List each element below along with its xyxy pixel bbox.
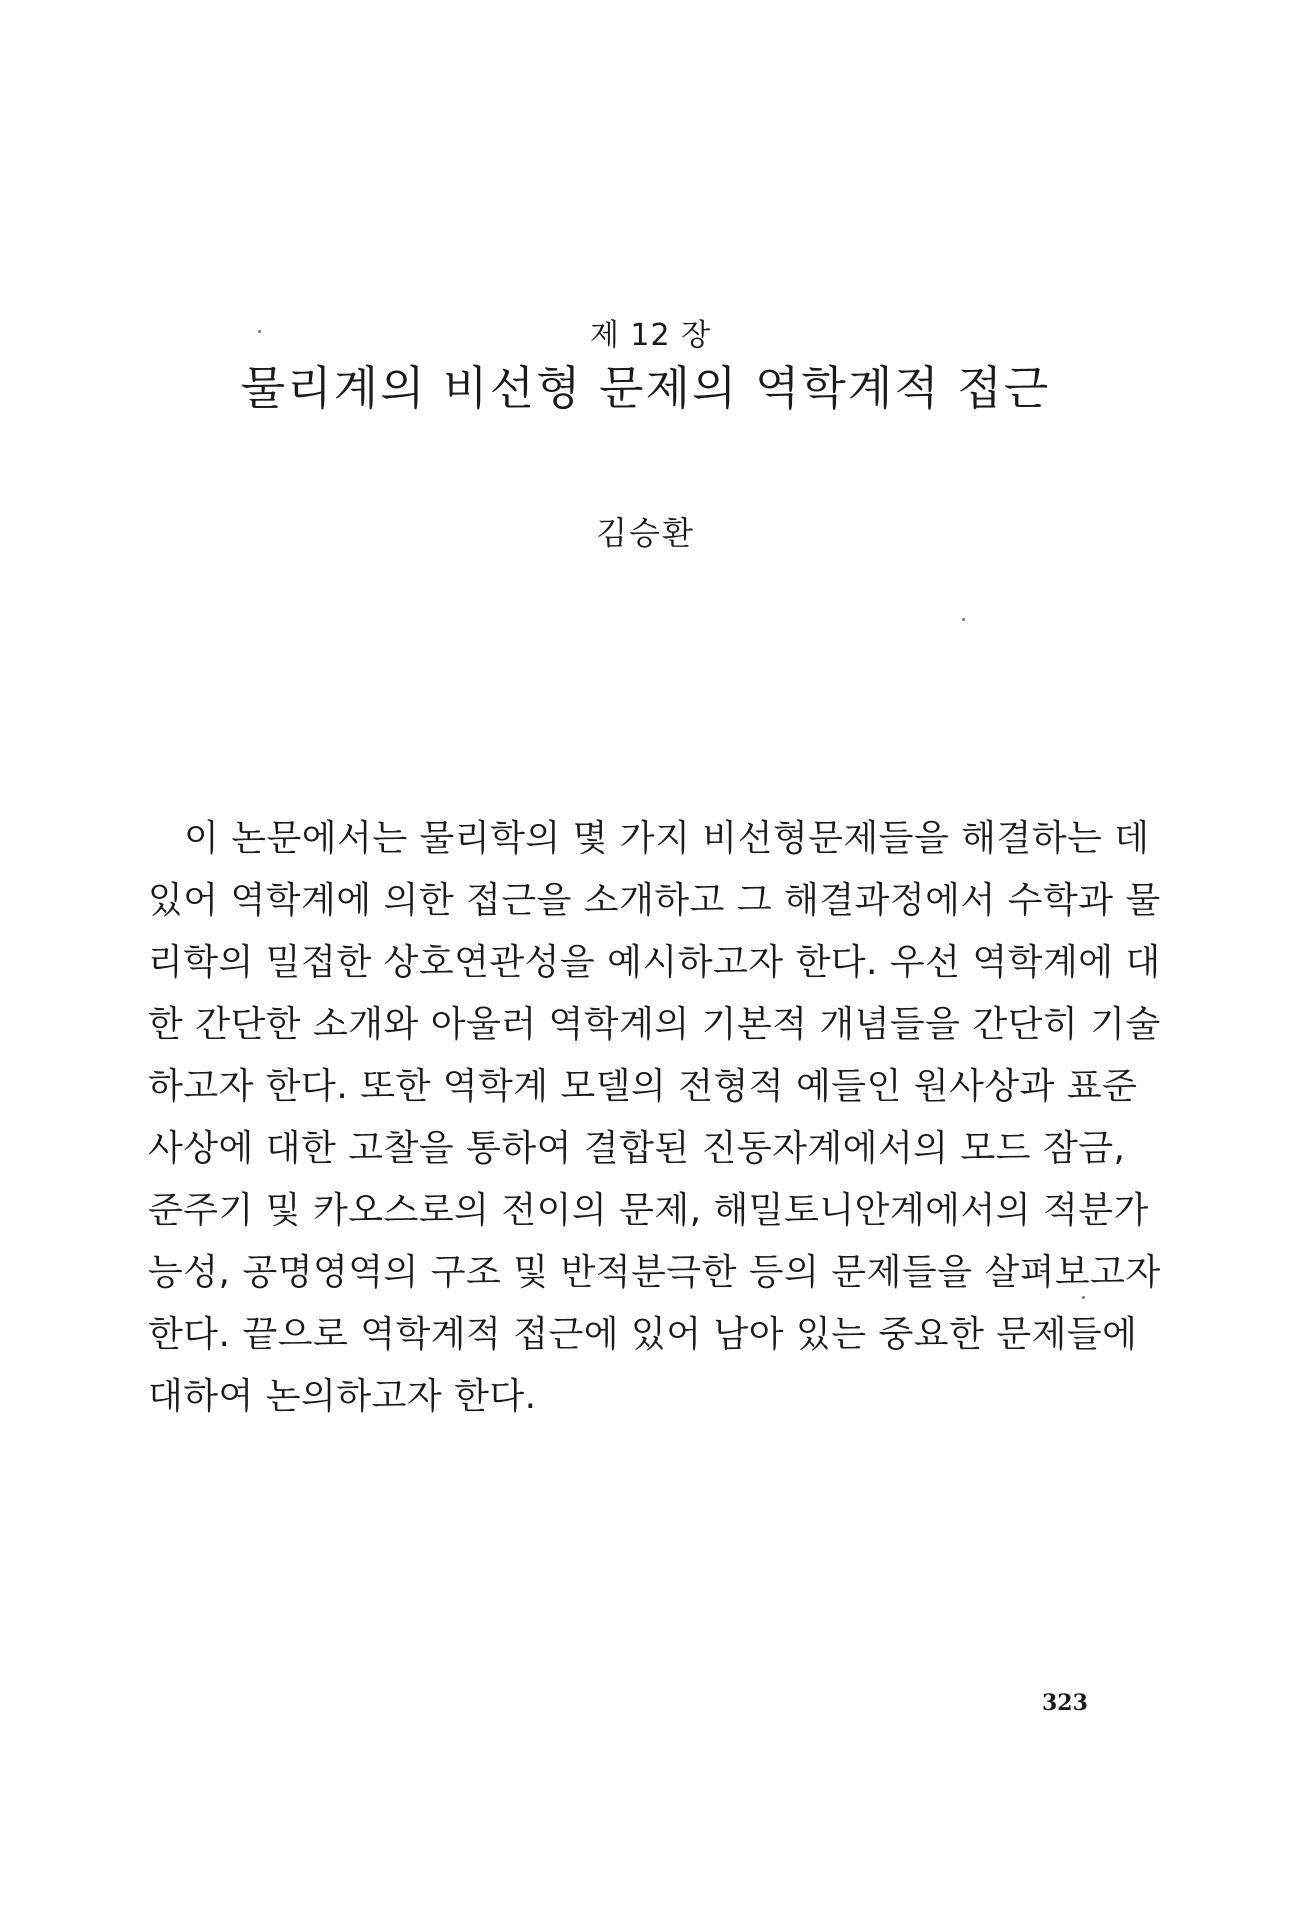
abstract-line: 능성, 공명영역의 구조 및 반적분극한 등의 문제들을 살펴보고자 [148,1252,1161,1293]
abstract-line: 사상에 대한 고찰을 통하여 결합된 진동자계에서의 모드 잠금, [148,1128,1126,1169]
chapter-title: 물리계의 비선형 문제의 역학계적 접근 [240,361,1051,415]
scan-speck [1082,1296,1085,1299]
abstract-line: 대하여 논의하고자 한다. [148,1376,537,1417]
chapter-label: 제 12 장 [589,318,712,353]
abstract-line: 하고자 한다. 또한 역학계 모델의 전형적 예들인 원사상과 표준 [148,1066,1138,1107]
abstract-line: 리학의 밀접한 상호연관성을 예시하고자 한다. 우선 역학계에 대 [148,942,1161,983]
author-name: 김승환 [596,514,695,552]
abstract-line: 한다. 끝으로 역학계적 접근에 있어 남아 있는 중요한 문제들에 [148,1314,1138,1355]
scan-speck [962,618,965,621]
page-number: 323 [1042,1690,1088,1716]
abstract-line: 있어 역학계에 의한 접근을 소개하고 그 해결과정에서 수학과 물 [148,880,1161,921]
abstract-paragraph [148,808,1161,1428]
abstract-line: 준주기 및 카오스로의 전이의 문제, 해밀토니안계에서의 적분가 [148,1190,1149,1231]
abstract-line: 이 논문에서는 물리학의 몇 가지 비선형문제들을 해결하는 데 [184,818,1150,859]
abstract-line: 한 간단한 소개와 아울러 역학계의 기본적 개념들을 간단히 기술 [148,1004,1161,1045]
scan-speck [258,330,261,333]
